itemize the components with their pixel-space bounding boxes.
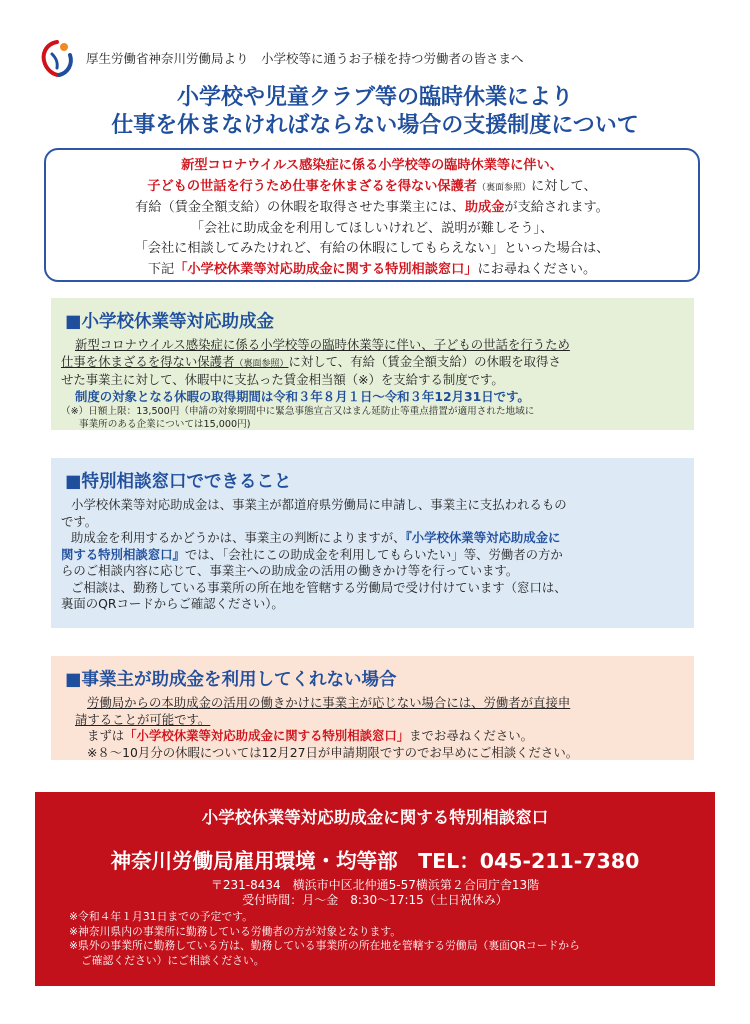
section-employer-refuses-p1: 労働局からの本助成金の活用の働きかけに事業主が応じない場合には、労働者が直接申 (87, 695, 571, 710)
intro-line6-red: 「小学校休業等対応助成金に関する特別相談窓口」 (174, 261, 478, 277)
section-subsidy-body (61, 337, 684, 431)
footer-notes (35, 910, 715, 968)
intro-line4: 「会社に助成金を利用してほしいけれど、説明が難しそう」、 (190, 220, 554, 236)
section-consultation (51, 458, 694, 628)
header (38, 38, 718, 78)
section-employer-refuses-title: ■事業主が助成金を利用してくれない場合 (65, 670, 397, 690)
section-employer-refuses-p3-b: までお尋ねください。 (409, 728, 534, 743)
section-subsidy (51, 298, 694, 430)
section-consultation-p2-a: 助成金を利用するかどうかは、事業主の判断によりますが、 (71, 530, 406, 545)
section-subsidy-title: ■小学校休業等対応助成金 (65, 312, 275, 332)
section-employer-refuses-p3-a: まずは (87, 728, 125, 743)
section-employer-refuses-p3 (61, 728, 684, 745)
intro-line6 (56, 260, 688, 281)
section-consultation-p3 (61, 547, 684, 564)
section-consultation-p1: 小学校休業等対応助成金は、事業主が都道府県労働局に申請し、事業主に支払われるもの (71, 497, 567, 512)
footer-address: 〒231-8434 横浜市中区北仲通5-57横浜第２合同庁舎13階 (210, 878, 540, 892)
section-employer-refuses-body (61, 695, 684, 761)
section-consultation-body (61, 497, 684, 613)
intro-line5: 「会社に相談してみたけれど、有給の休暇にしてもらえない」といった場合は、 (134, 241, 610, 256)
section-subsidy-p2-small: （裏面参照） (234, 358, 289, 369)
section-consultation-p3-a: 関する特別相談窓口』 (61, 546, 185, 562)
footer-note2: ※神奈川県内の事業所に勤務している労働者の方が対象となります。 (69, 924, 402, 938)
section-consultation-title: ■特別相談窓口でできること (65, 472, 292, 492)
section-employer-refuses (51, 656, 694, 760)
footer-note1: ※令和４年１月31日までの予定です。 (69, 910, 253, 923)
section-consultation-p2-b: 『小学校休業等対応助成金に (405, 530, 561, 545)
section-subsidy-p4: 制度の対象となる休暇の取得期間は令和３年８月１日～令和３年12月31日です。 (75, 388, 530, 404)
section-consultation-p6: 裏面のQRコードからご確認ください）。 (61, 596, 284, 611)
main-title-line1: 小学校や児童クラブ等の臨時休業により (176, 85, 573, 110)
intro-line3-a: 有給（賃金全額支給）の休暇を取得させた事業主には、 (135, 200, 465, 215)
section-subsidy-p2 (61, 354, 684, 373)
section-subsidy-p2-b: に対して、有給（賃金全額支給）の休暇を取得さ (288, 353, 561, 369)
footer-hours: 受付時間：月～金 8:30～17:15（土日祝休み） (242, 893, 508, 907)
header-text: 厚生労働省神奈川労働局より 小学校等に通うお子様を持つ労働者の皆さまへ (86, 51, 524, 66)
intro-line1: 新型コロナウイルス感染症に係る小学校等の臨時休業等に伴い、 (181, 158, 563, 173)
section-consultation-p2 (61, 530, 684, 547)
section-subsidy-note1: （※）日額上限：13,500円（申請の対象期間中に緊急事態宣言又はまん延防止等重点措置が適用された地域に (61, 406, 535, 417)
section-subsidy-note2: 事業所のある企業については15,000円) (79, 419, 251, 430)
intro-line2-red: 子どもの世話を行うため仕事を休まざるを得ない保護者 (147, 178, 477, 194)
intro-line2-small: （裏面参照） (476, 182, 531, 193)
section-subsidy-p2-a: 仕事を休まざるを得ない保護者 (61, 353, 235, 369)
intro-line2 (56, 177, 688, 199)
section-consultation-p3-b: では、「会社にこの助成金を利用してもらいたい」等、労働者の方か (184, 546, 563, 562)
footer-office-phone: 神奈川労働局雇用環境・均等部 TEL：045-211-7380 (110, 849, 640, 873)
footer-note3: ※県外の事業所に勤務している方は、勤務している事業所の所在地を管轄する労働局（裏面QRコードから (69, 939, 580, 952)
section-employer-refuses-p3-red: 「小学校休業等対応助成金に関する特別相談窓口」 (124, 728, 410, 743)
main-title-line2: 仕事を休まなければならない場合の支援制度について (111, 113, 639, 138)
footer-note4: ご確認ください）にご相談ください。 (81, 953, 265, 967)
mhlw-logo-icon (38, 38, 76, 78)
intro-line3 (56, 198, 688, 219)
intro-line3-b: が支給されます。 (504, 200, 609, 215)
section-consultation-p4: らのご相談内容に応じて、事業主への助成金の活用の働きかけ等を行っています。 (61, 563, 519, 578)
section-employer-refuses-p4: ※８～10月分の休暇については12月27日が申請期限ですのでお早めにご相談ください。 (87, 744, 579, 760)
contact-footer (35, 792, 715, 986)
intro-line6-b: にお尋ねください。 (477, 261, 597, 277)
intro-line6-a: 下記 (147, 261, 175, 277)
section-consultation-p5: ご相談は、勤務している事業所の所在地を管轄する労働局で受け付けています（窓口は、 (71, 579, 567, 595)
intro-line3-red: 助成金 (464, 200, 505, 215)
intro-box (44, 148, 700, 282)
section-subsidy-p1: 新型コロナウイルス感染症に係る小学校等の臨時休業等に伴い、子どもの世話を行うため (75, 337, 570, 352)
footer-title: 小学校休業等対応助成金に関する特別相談窓口 (201, 808, 549, 827)
section-employer-refuses-p2: 請することが可能です。 (75, 711, 211, 727)
intro-line2-tail: に対して、 (531, 178, 597, 194)
section-consultation-p1b: です。 (61, 513, 98, 529)
section-subsidy-p3: せた事業主に対して、休暇中に支払った賃金相当額（※）を支給する制度です。 (61, 372, 504, 387)
